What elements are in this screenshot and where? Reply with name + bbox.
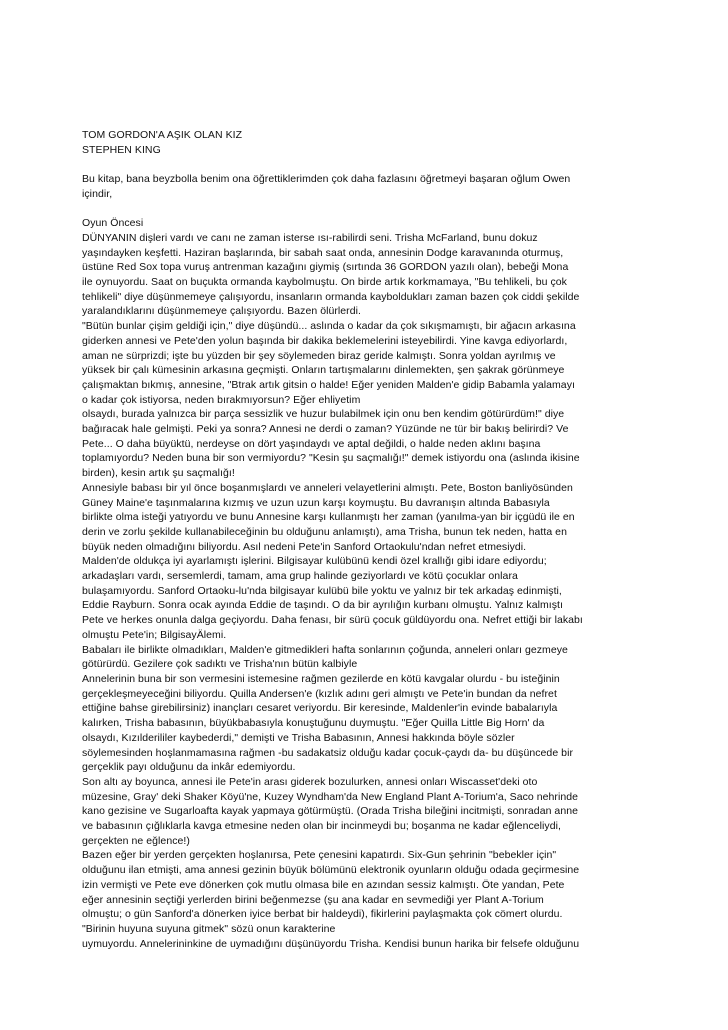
text-line: Pete... O daha büyüktü, nerdeyse on dört yaşındaydı ve aptal değildi, o halde neden aklını başına	[82, 437, 541, 450]
document-content	[82, 128, 648, 951]
text-line: olduğunu ilan etmişti, ama annesi gezinin büyük bölümünü elektronik oyunların olduğu odada geçirmesine	[82, 864, 580, 877]
text-line: DÜNYANIN dişleri vardı ve canı ne zaman isterse ısı-rabilirdi seni. Trisha McFarland, bunu dokuz	[82, 231, 538, 244]
text-line: yüksek bir çalı kümesinin arkasına geçmişti. Onların tartışmalarını dinlemekten, şen şakrak görünmeye	[82, 364, 565, 377]
text-line: "Birinin huyuna suyuna gitmek" sözü onun karakterine	[82, 922, 336, 935]
text-line: giderken annesi ve Pete'den yolun başında bir dakika beklemelerini isteyebilirdi. Yine kavga ediyorlardı,	[82, 334, 568, 347]
text-line: söylemesinden hoşlanmamasına rağmen -bu sadakatsiz olduğu kadar çocuk-çaydı da- bu düşüncede bir	[82, 746, 573, 759]
text-line: toplamıyordu? Neden buna bir son vermiyordu? "Kesin şu saçmalığı!" demek istiyordu ona (aslında ikisine	[82, 452, 580, 465]
text-line: Bazen eğer bir yerden gerçekten hoşlanırsa, Pete çenesini kapatırdı. Six-Gun şehrinin "bebekler için"	[82, 849, 557, 862]
text-line: derin ve zorlu şekilde kullanabileceğinin bu olduğunu anlamıştı), ama Trisha, bunun tek neden, hatta en	[82, 525, 567, 538]
text-line: yaralandıklarını düşünmemeye çalışıyordu. Bazen ölürlerdi.	[82, 305, 361, 318]
text-line: birlikte olma isteği yatıyordu ve bunu Annesine karşı kullanmıştı her zaman (yanılma-yan bir içgüdü ile en	[82, 511, 575, 524]
body-text	[82, 216, 648, 951]
text-line: gerçeklik payı olduğunu da inkâr edemiyordu.	[82, 761, 296, 774]
text-line: büyük neden olmadığını biliyordu. Asıl nedeni Pete'in Sanford Ortaokulu'ndan nefret etmesiydi.	[82, 540, 527, 553]
text-line: kano gezisine ve Sugarloafta kayak yapmaya götürmüştü. (Orada Trisha bileğini incitmişti, sonradan anne	[82, 805, 578, 818]
spacer	[82, 157, 648, 172]
text-line: eğer annesinin seçtiği yerlerden birini beğenmezse (şu ana kadar en sevmediği yer Plant A-Torium	[82, 893, 544, 906]
text-line: Oyun Öncesi	[82, 217, 144, 230]
text-line: Annelerinin buna bir son vermesini istemesine rağmen gezilerde en kötü kavgalar olurdu - bu isteğinin	[82, 672, 560, 685]
text-line: birden), kesin artık şu saçmalığı!	[82, 467, 235, 480]
dedication-line: içindir,	[82, 187, 113, 200]
text-line: izin vermişti ve Pete eve dönerken çok mutlu olmasa bile en azından sessiz kalmıştı. Öte yandan, Pete	[82, 878, 565, 891]
dedication	[82, 172, 648, 201]
text-line: Malden'de oldukça iyi ayarlamıştı işlerini. Bilgisayar kulübünü kendi özel krallığı gibi idare ediyordu;	[82, 555, 547, 568]
spacer	[82, 202, 648, 217]
text-line: "Bütün bunlar çişim geldiği için," diye düşündü... aslında o kadar da çok sıkışmamıştı, bir ağacın arkasına	[82, 320, 576, 333]
text-line: Güney Maine'e taşınmalarına kızmış ve uzun uzun karşı koymuştu. Bu davranışın altında Babasıyla	[82, 496, 550, 509]
text-line: gerçekleşmeyeceğini biliyordu. Quilla Andersen'e (kızlık adını geri almıştı ve Pete'in bundan da nefret	[82, 687, 557, 700]
text-line: arkadaşları vardı, sersemlerdi, tamam, ama grup halinde geziyorlardı ve kötü çocuklar onlara	[82, 570, 518, 583]
text-line: uymuyordu. Annelerininkine de uymadığını düşünüyordu Trisha. Kendisi bunun harika bir felsefe olduğunu	[82, 937, 580, 950]
text-line: tehlikeli" diye düşünmemeye çalışıyordu, insanların ormanda kayboldukları zaman bazen çok ciddi şekilde	[82, 290, 580, 303]
text-line: müzesine, Gray' deki Shaker Köyü'ne, Kuzey Wyndham'da New England Plant A-Torium'a, Saco nehrinde	[82, 790, 579, 803]
text-line: yaşındayken keşfetti. Haziran başlarında, bir sabah saat onda, annesinin Dodge karavanında oturmuş,	[82, 246, 564, 259]
text-line: kalırken, Trisha babasının, büyükbabasıyla konuştuğunu duymuştu. "Eğer Quilla Little Big Horn' da	[82, 717, 545, 730]
text-line: Eddie Rayburn. Sonra ocak ayında Eddie de taşındı. O da bir ayrılığın kurbanı olmuştu. Yalnız kalmıştı	[82, 599, 563, 612]
book-author: STEPHEN KING	[82, 143, 161, 156]
text-line: Babaları ile birlikte olmadıkları, Malden'e gitmedikleri hafta sonlarının çoğunda, anneleri onları gezmeye	[82, 643, 568, 656]
text-line: olsaydı, burada yalnızca bir parça sessizlik ve huzur bulabilmek için onu ben kendim götürürdüm!" diye	[82, 408, 565, 421]
text-line: ile oynuyordu. Saat on buçukta ormanda kaybolmuştu. On birde artık korkmamaya, "Bu tehlikeli, bu çok	[82, 276, 567, 288]
text-line: üstüne Red Sox topa vuruş antrenman kazağını giymiş (sırtında 36 GORDON yazılı olan), bebeği Mona	[82, 261, 569, 274]
text-line: bulaşamıyordu. Sanford Ortaoku-lu'nda bilgisayar kulübü bile yoktu ve yalnız bir tek arkadaş edinmişti,	[82, 584, 562, 597]
text-line: Annesiyle babası bir yıl önce boşanmışlardı ve anneleri velayetlerini almıştı. Pete, Boston banliyösünden	[82, 481, 573, 494]
text-line: olmuştu; o gün Sanford'a dönerken iyice berbat bir haldeydi), fikirlerini paylaşmakta çok cömert olurdu.	[82, 908, 563, 921]
text-line: çalışmaktan bıkmış, annesine, "Btrak artık gitsin o halde! Eğer yeniden Malden'e gidip Babamla yalamayı	[82, 378, 575, 391]
text-line: aman ne sürprizdi; işte bu yüzden bir şey söylemeden biraz geride kalmıştı. Sonra yoldan ayrılmış ve	[82, 349, 556, 362]
text-line: olmuştu Pete'in; BilgisayÄlemi.	[82, 628, 227, 641]
text-line: Son altı ay boyunca, annesi ile Pete'in arası giderek bozulurken, annesi onları Wiscasset'deki oto	[82, 775, 538, 788]
text-line: bağıracak hale gelmişti. Peki ya sonra? Annesi ne derdi o zaman? Yüzünde ne tür bir bakış belirirdi? Ve	[82, 423, 569, 436]
text-line: götürürdü. Gezilere çok sadıktı ve Trisha'nın bütün kalbiyle	[82, 658, 358, 671]
text-line: o kadar çok istiyorsa, neden bırakmıyorsun? Eğer ehliyetim	[82, 393, 361, 406]
text-line: gerçekten ne eğlence!)	[82, 834, 190, 847]
dedication-line: Bu kitap, bana beyzbolla benim ona öğrettiklerimden çok daha fazlasını öğretmeyi başaran oğlum Owen	[82, 173, 571, 186]
text-line: ettiğine bahse girebilirsiniz) inançları cesaret veriyordu. Bir keresinde, Maldenler'in evinde babalarıyla	[82, 702, 558, 715]
book-title: TOM GORDON'A AŞIK OLAN KIZ	[82, 129, 243, 141]
text-line: Pete ve herkes onunla dalga geçiyordu. Daha fenası, bir sürü çocuk güldüyordu ona. Nefret ettiği bir lakabı	[82, 614, 583, 627]
text-line: olsaydı, Kızılderililer kaybederdi," demişti ve Trisha Babasının, Annesi hakkında böyle sözler	[82, 731, 515, 744]
text-line: ve babasının çığlıklarla kavga etmesine neden olan bir incinmeydi bu; boşanma ne kadar eğlenceliydi,	[82, 820, 561, 833]
